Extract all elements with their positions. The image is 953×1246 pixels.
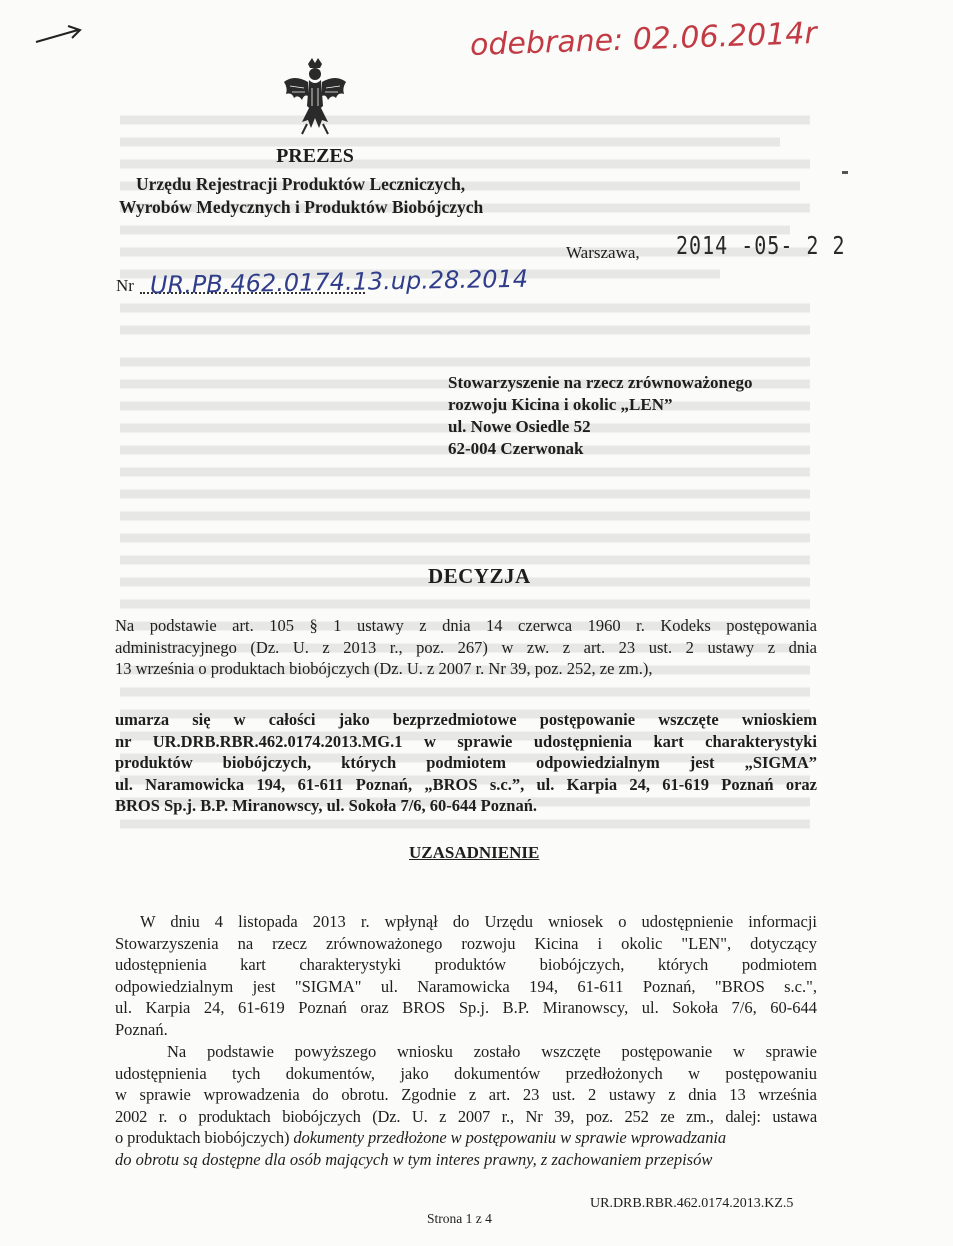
recipient-line-3: ul. Nowe Osiedle 52 [448, 417, 591, 436]
para1-line-5: ul. Karpia 24, 61-619 Poznań oraz BROS Sp.j. B.P. Miranowscy, ul. Sokoła 7/6, 60-644 [115, 998, 817, 1017]
received-note: odebrane: 02.06.2014r [469, 15, 818, 64]
para2-line-5 [115, 1127, 817, 1149]
header-office-line-2: Wyrobów Medycznych i Produktów Biobójczych [119, 197, 484, 217]
para2-line-1: Na podstawie powyższego wniosku zostało wszczęte postępowanie w sprawie [167, 1042, 817, 1061]
para1-line-3: udostępnienia kart charakterystyki produktów biobójczych, których podmiotem [115, 955, 817, 974]
paragraph-1 [115, 911, 817, 1040]
ruling [115, 709, 817, 817]
page-number: Strona 1 z 4 [427, 1211, 492, 1226]
para1-line-1: W dniu 4 listopada 2013 r. wpłynął do Urzędu wniosek o udostępnienie informacji [140, 912, 817, 931]
eagle-emblem-icon [282, 58, 348, 136]
paragraph-2 [115, 1041, 817, 1170]
ruling-line-2: nr UR.DRB.RBR.462.0174.2013.MG.1 w sprawie udostępnienia kart charakterystyki [115, 731, 817, 751]
recipient-line-2: rozwoju Kicina i okolic „LEN” [448, 395, 673, 414]
margin-mark [842, 171, 848, 174]
ref-label: Nr [116, 276, 134, 295]
legal-basis-line-3: 13 września o produktach biobójczych (Dz. U. z 2007 r. Nr 39, poz. 252, ze zm.), [115, 659, 653, 678]
para2-line-3: w sprawie wprowadzenia do obrotu. Zgodnie z art. 23 ust. 2 ustawy z dnia 13 września [115, 1085, 817, 1104]
para1-line-2: Stowarzyszenia na rzecz zrównoważonego rozwoju Kicina i okolic "LEN", dotyczący [115, 933, 817, 953]
place: Warszawa, [566, 243, 640, 262]
ref-number: UR.PB.462.0174.13.up.28.2014 [149, 264, 529, 300]
header-title: PREZES [276, 145, 354, 167]
handwritten-arrow [34, 22, 84, 48]
ruling-line-5: BROS Sp.j. B.P. Miranowscy, ul. Sokoła 7/6, 60-644 Poznań. [115, 796, 538, 815]
recipient-line-4: 62-004 Czerwonak [448, 439, 584, 458]
para2-line-5-normal: o produktach biobójczych) [115, 1128, 290, 1147]
para1-line-4: odpowiedzialnym jest "SIGMA" ul. Naramowicka 194, 61-611 Poznań, "BROS s.c.", [115, 976, 817, 996]
header-office-line-1: Urzędu Rejestracji Produktów Leczniczych, [136, 174, 466, 194]
para2-line-2: udostępnienia tych dokumentów, jako dokumentów przedłożonych w postępowaniu [115, 1063, 817, 1083]
para2-line-4: 2002 r. o produktach biobójczych (Dz. U. z 2007 r., Nr 39, poz. 252 ze zm., dalej: ustawa [115, 1106, 817, 1126]
footer-reference: UR.DRB.RBR.462.0174.2013.KZ.5 [590, 1196, 794, 1211]
recipient-address [448, 372, 753, 460]
para2-line-6: do obrotu są dostępne dla osób mających w tym interes prawny, z zachowaniem przepisów [115, 1149, 713, 1169]
para2-line-5-italic: dokumenty przedłożone w postępowaniu w sprawie wprowadzania [293, 1128, 726, 1147]
legal-basis [115, 615, 817, 680]
legal-basis-line-2: administracyjnego (Dz. U. z 2013 r., poz. 267) w zw. z art. 23 ust. 2 ustawy z dnia [115, 637, 817, 657]
justification-title: UZASADNIENIE [409, 843, 540, 862]
para1-line-6: Poznań. [115, 1019, 168, 1039]
date-stamp: 2014 -05- 2 2 [676, 230, 846, 260]
recipient-line-1: Stowarzyszenie na rzecz zrównoważonego [448, 373, 753, 392]
ruling-line-4: ul. Naramowicka 194, 61-611 Poznań, „BROS s.c.”, ul. Karpia 24, 61-619 Poznań oraz [115, 774, 817, 794]
ruling-line-1: umarza się w całości jako bezprzedmiotowe postępowanie wszczęte wnioskiem [115, 710, 817, 729]
decision-title: DECYZJA [428, 564, 531, 588]
legal-basis-line-1: Na podstawie art. 105 § 1 ustawy z dnia 14 czerwca 1960 r. Kodeks postępowania [115, 616, 817, 635]
ruling-line-3: produktów biobójczych, których podmiotem odpowiedzialnym jest „SIGMA” [115, 753, 817, 772]
